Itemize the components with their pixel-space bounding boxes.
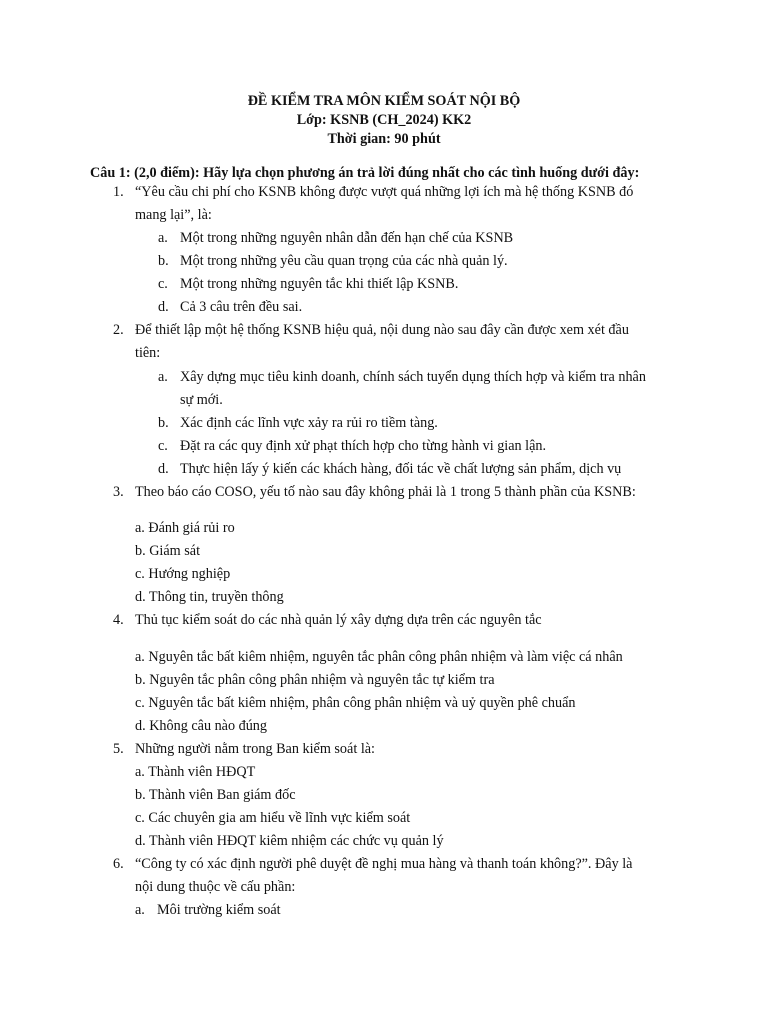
option-text: Cả 3 câu trên đều sai. xyxy=(180,299,303,315)
option-text: Một trong những nguyên nhân dẫn đến hạn chế của KSNB xyxy=(180,230,514,246)
option-letter: b. xyxy=(158,415,169,431)
question-text: tiên: xyxy=(135,345,161,361)
option-letter: a. xyxy=(158,230,168,246)
option-text: a. Thành viên HĐQT xyxy=(135,764,256,780)
option-text: c. Các chuyên gia am hiểu về lĩnh vực kiểm soát xyxy=(135,810,411,826)
question-number: 6. xyxy=(113,856,124,872)
option-text: d. Không câu nào đúng xyxy=(135,718,267,734)
time-label: Thời gian: 90 phút xyxy=(327,131,441,147)
option-text: a. Đánh giá rủi ro xyxy=(135,520,235,536)
question-number: 3. xyxy=(113,484,124,500)
question-number: 4. xyxy=(113,612,124,628)
option-letter: a. xyxy=(158,369,168,385)
question-text: nội dung thuộc về cấu phần: xyxy=(135,879,296,895)
option-letter: d. xyxy=(158,461,169,477)
class-label: Lớp: KSNB (CH_2024) KK2 xyxy=(296,112,472,128)
question-text: Thủ tục kiểm soát do các nhà quản lý xây dựng dựa trên các nguyên tắc xyxy=(135,612,542,628)
option-text: Thực hiện lấy ý kiến các khách hàng, đối tác về chất lượng sản phẩm, dịch vụ xyxy=(180,461,622,477)
option-text: b. Thành viên Ban giám đốc xyxy=(135,787,296,803)
option-text: d. Thành viên HĐQT kiêm nhiệm các chức vụ quản lý xyxy=(135,833,444,849)
option-text: c. Hướng nghiệp xyxy=(135,566,231,582)
option-text: a. Nguyên tắc bất kiêm nhiệm, nguyên tắc phân công phân nhiệm và làm việc cá nhân xyxy=(135,649,623,665)
option-text: Môi trường kiểm soát xyxy=(157,902,281,918)
option-text: Xây dựng mục tiêu kinh doanh, chính sách tuyển dụng thích hợp và kiểm tra nhân xyxy=(180,369,646,385)
option-text: b. Nguyên tắc phân công phân nhiệm và nguyên tắc tự kiểm tra xyxy=(135,672,495,688)
question-text: mang lại”, là: xyxy=(135,207,212,223)
question-text: Những người nằm trong Ban kiểm soát là: xyxy=(135,741,375,757)
option-letter: c. xyxy=(158,438,168,454)
option-letter: d. xyxy=(158,299,169,315)
option-text: Xác định các lĩnh vực xảy ra rủi ro tiềm tàng. xyxy=(180,415,438,431)
question-number: 2. xyxy=(113,322,124,338)
option-text: c. Nguyên tắc bất kiêm nhiệm, phân công phân nhiệm và uỷ quyền phê chuẩn xyxy=(135,695,576,711)
question-number: 5. xyxy=(113,741,124,757)
option-text: sự mới. xyxy=(180,392,223,408)
exam-title: ĐỀ KIỂM TRA MÔN KIỂM SOÁT NỘI BỘ xyxy=(247,93,521,109)
option-text: Một trong những yêu cầu quan trọng của các nhà quản lý. xyxy=(180,253,508,269)
option-letter: c. xyxy=(158,276,168,292)
section-heading: Câu 1: (2,0 điểm): Hãy lựa chọn phương án trả lời đúng nhất cho các tình huống dưới đây: xyxy=(90,165,640,181)
option-text: d. Thông tin, truyền thông xyxy=(135,589,284,605)
option-letter: a. xyxy=(135,902,145,918)
option-text: Đặt ra các quy định xử phạt thích hợp cho từng hành vi gian lận. xyxy=(180,438,547,454)
question-text: Theo báo cáo COSO, yếu tố nào sau đây không phải là 1 trong 5 thành phần của KSNB: xyxy=(135,484,636,500)
question-text: Để thiết lập một hệ thống KSNB hiệu quả, nội dung nào sau đây cần được xem xét đầu xyxy=(135,322,629,338)
question-number: 1. xyxy=(113,184,124,200)
option-text: b. Giám sát xyxy=(135,543,201,559)
option-text: Một trong những nguyên tắc khi thiết lập KSNB. xyxy=(180,276,459,292)
question-text: “Yêu cầu chi phí cho KSNB không được vượt quá những lợi ích mà hệ thống KSNB đó xyxy=(135,184,634,200)
option-letter: b. xyxy=(158,253,169,269)
question-text: “Công ty có xác định người phê duyệt đề nghị mua hàng và thanh toán không?”. Đây là xyxy=(135,856,633,872)
